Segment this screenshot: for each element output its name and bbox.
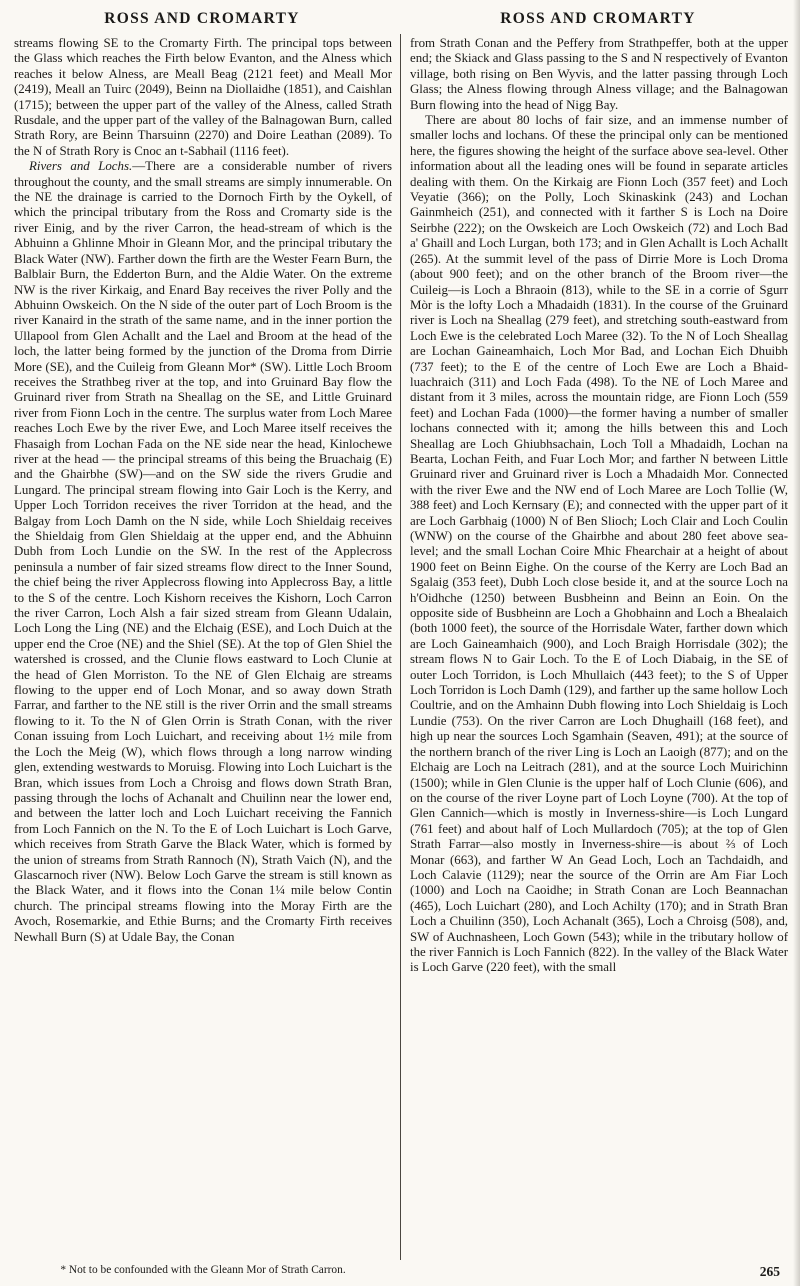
paragraph-continuation: from Strath Conan and the Peffery from Strathpeffer, both at the upper end; the Skiack and Glass passing to the S and N respectively of Evanton village, both rising on Ben Wyvis, and the latter passing through Loch Glass; the Alness flowing through Alness village; and the Balnagowan Burn flowing into the head of Nigg Bay.: [410, 36, 788, 112]
running-head-right: ROSS AND CROMARTY: [500, 10, 696, 27]
paragraph-continuation: streams flowing SE to the Cromarty Firth. The principal tops between the Glass which reaches the Firth below Evanton, and the Alness which reaches it below Alness, are Meall Beag (2121 feet) and Meall Mor (2419), Meall an Tuirc (2049), Beinn na Diollaidhe (1851), and Caishlan (1715); between the upper part of the valley of the Alness, called Strath Rusdale, and the upper part of the valley of the Balnagowan Burn, called Strath Rory, are Beinn Tharsuinn (2270) and Doire Leathan (2089). To the N of Strath Rory is Cnoc an t-Sabhail (1116 feet).: [14, 36, 392, 158]
paragraph-lochs: There are about 80 lochs of fair size, and an immense number of smaller lochs and lochans. Of these the principal only can be mentioned here, the figures showing the height of the surface above sea-level. Other information about all the leading ones will be found in separate articles dealing with them. On the Kirkaig are Fionn Loch (357 feet) and Loch Veyatie (366); on the Polly, Loch Skinaskink (243) and Lochan Gainmheich (251), and connected with it farther S is Loch na Doire Seirbhe (222); on the Owskeich are Loch Owskeich (72) and Loch Bad a' Ghaill and Loch Lurgan, both 173; and in Glen Achallt is Loch Achallt (265). At the summit level of the pass of Dirrie More is Loch Droma (about 900 feet); and on the other branch of the Broom river—the Cuileig—is Loch a Bhraoin (813), while to the SE in a corrie of Sgurr Mòr is the lofty Loch a Mhadaidh (1831). In the course of the Gruinard river is Loch na Sheallag (279 feet), and stretching south-eastward from Loch Ewe is the celebrated Loch Maree (32). To the N of Loch Sheallag are Lochan Gaineamhaich, Loch Mor Bad, and Lochan Eich Dhuibh (737 feet); to the E of the centre of Loch Ewe are Loch a Bhaid-luachraich (311) and Loch Fada (498). To the NE of Loch Maree and distant from it 3 miles, across the mountain ridge, are Fionn Loch (559 feet) and Lochan Fada (1000)—the former having a number of smaller lochans connected with it; among the hills between this and Loch Sheallag are Loch Ghiubhsachain, Loch Toll a Mhadaidh, Lochan na Bearta, Lochan Feith, and Fuar Loch Mor; and farther N between Little Gruinard river and Gruinard river is Loch a Mhadaidh Mor. Connected with the river Ewe and the NW end of Loch Maree are Loch Tollie (W, 388 feet) and Loch Kernsary (E); and connected with the upper part of it are Loch Garbhaig (1000) N of Ben Slioch; Loch Clair and Loch Coulin (WNW) on the course of the Ghairbhe and about 280 feet above sea-level; and the small Lochan Coire Mhic Fhearchair at a height of about 1900 feet on Beinn Eighe. On the course of the Kerry are Loch Bad an Sgalaig (353 feet), Dubh Loch close beside it, and at the source Loch na h'Oidhche (1250) between Busbheinn and Beinn an Eoin. On the opposite side of Busbheinn are Loch a Ghobhainn and Loch a Bhealaich (both 1000 feet), the source of the Horrisdale Water, farther down which are Loch Gaineamhaich (900), and Loch Braigh Horrisdale (302); the stream flows N to Gair Loch. To the E of Loch Diabaig, in the SE of outer Loch Torridon, is Loch Mhullaich (443 feet); to the S of Upper Loch Torridon is Loch Damh (129), and farther up the same hollow Loch Coultrie, and on the Amhainn Dubh flowing into Loch Shieldaig is Loch Lundie (753). On the river Carron are Loch Dhughaill (168 feet), and high up near the sources Loch Sgamhain (Seaven, 491); at the source of the northern branch of the river Ling is Loch an Laoigh (877); and on the Elchaig are Loch na Leitrach (281), and at the source Loch Muirichinn (1500); while in Glen Clunie is the upper half of Loch Clunie (606), and on the course of the river Loyne part of Loch Loyne (700). At the top of Glen Cannich—which is mostly in Inverness-shire—is Loch Lungard (761 feet) and about half of Loch Mullardoch (705); at the top of Glen Strath Farrar—also mostly in Inverness-shire—is about ⅔ of Loch Monar (663), and farther W An Gead Loch, Loch an Tachdaidh, and Loch Calavie (1129); near the source of the Orrin are Am Fiar Loch (1000) and Loch na Caoidhe; in Strath Conan are Loch Beannachan (465), Loch Luichart (280), and Loch Achilty (170); and in Strath Bran Loch a Chuilinn (350), Loch Achanalt (365), Loch a Chroisg (508), and, SW of Auchnasheen, Loch Gown (543); while in the tributary hollow of the river Fannich is Loch Fannich (822). In the valley of the Black Water is Loch Garve (220 feet), with the small: [410, 113, 788, 975]
left-column: [14, 36, 392, 1250]
footnote: * Not to be confounded with the Gleann Mor of Strath Carron.: [60, 1264, 346, 1276]
paragraph-lead-italic: Rivers and Lochs.: [29, 159, 133, 174]
scan-edge-shadow: [793, 0, 800, 1286]
paragraph-body-text: —There are a considerable number of rivers throughout the county, and the small streams are simply innumerable. On the NE the drainage is carried to the Dornoch Firth by the Oykell, of which the principal tributary from the Ross and Cromarty side is the river Einig, and by the river Carron, the head-stream of which is the Abhuinn a Ghlinne Mhoir in Gleann Mor, and the principal tributary the Black Water (NW). Farther down the firth are the Wester Fearn Burn, the Balblair Burn, the Edderton Burn, and the Aldie Water. On the extreme NW is the river Kirkaig, and Enard Bay receives the river Polly and the Abhuinn Owskeich. On the N side of the outer part of Loch Broom is the river Kanaird in the strath of the same name, and in the inner portion the Ullapool from Glen Achallt and the Lael and Broom at the head of the loch, the latter being formed by the junction of the Droma from Dirrie More (SE), and the Cuileig from Gleann Mor* (SW). Little Loch Broom receives the Strathbeg river at the top, and into Gruinard Bay flow the Gruinard river from Strath na Sheallag on the SE, and Little Gruinard river from Fionn Loch in the centre. The surplus water from Loch Maree reaches Loch Ewe by the river Ewe, and Loch Maree itself receives the Fhasaigh from Lochan Fada on the NE side near the head, Kinlochewe river at the head — the principal streams of this being the Bruachaig (E) and the Ghairbhe (SW)—and on the SW side the rivers Grudie and Lungard. The principal stream flowing into Gair Loch is the Kerry, and Upper Loch Torridon receives the river Torridon at the head, and the Balgay from Loch Damh on the N side, while Loch Shieldaig receives the Shieldaig from Glen Shieldaig at the upper end, and the Abhuinn Dubh from Loch Lundie on the SW. In the rest of the Applecross peninsula a number of fair sized streams flow direct to the Inner Sound, the chief being the river Applecross flowing into Applecross Bay, a little to the S of the centre. Loch Kishorn receives the Kishorn, Loch Carron the river Carron, Loch Alsh a fair sized stream from Gleann Udalain, Loch Long the Ling (NE) and the Elchaig (ESE), and Loch Duich at the upper end the Croe (NE) and the Shiel (SE). At the top of Glen Shiel the watershed is crossed, and the Clunie flows eastward to Loch Clunie at the head of Glen Morriston. To the NE of Glen Elchaig are streams flowing to the upper end of Loch Monar, and so away down Strath Farrar, and farther to the NE still is the river Orrin and the small streams flowing to it. To the N of Glen Orrin is Strath Conan, with the river Conan issuing from Loch Luichart, and receiving about 1½ mile from the Loch the Meig (W), which flows through a long narrow winding glen, extending westwards to Moruisg. Flowing into Loch Luichart is the Bran, which issues from Loch a Chroisg and flows down Strath Bran, passing through the lochs of Achanalt and Chuilinn near the lower end, and between the latter loch and Loch Luichart receiving the Fannich from Loch Fannich on the N. To the E of Loch Luichart is Loch Garve, which receives from Strath Garve the Black Water, which is formed by the union of streams from Strath Rannoch (N), Strath Vaich (N), and the Glascarnoch river (NW). Below Loch Garve the stream is still known as the Black Water, and it flows into the Conan 1¼ mile below Contin church. The principal streams flowing into the Moray Firth are the Avoch, Rosemarkie, and Ethie Burns; and the Cromarty Firth receives Newhall Burn (S) at Udale Bay, the Conan: [14, 159, 392, 944]
running-head-left: ROSS AND CROMARTY: [104, 10, 300, 27]
column-divider-rule: [400, 34, 401, 1260]
page-number: 265: [759, 1264, 780, 1279]
right-column: [410, 36, 788, 1260]
paragraph-rivers-and-lochs: [14, 159, 392, 945]
